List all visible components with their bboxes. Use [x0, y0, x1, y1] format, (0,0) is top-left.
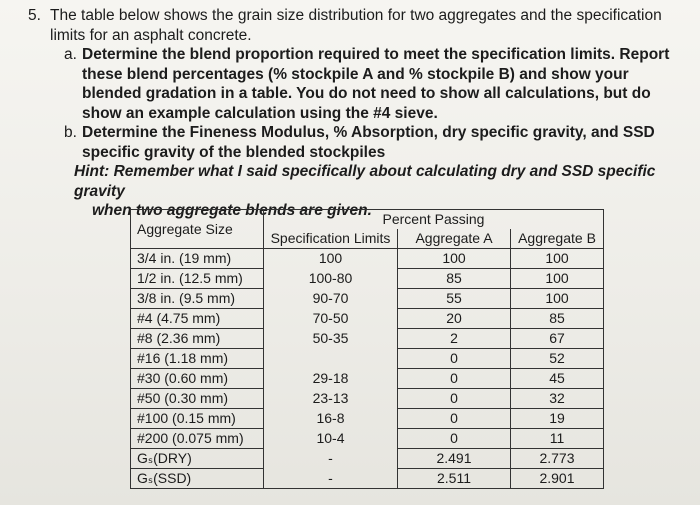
part-b-text: Determine the Fineness Modulus, % Absorption, dry specific gravity, and SSD specific gravity of the blended stockpiles [82, 124, 655, 161]
table-row [131, 289, 604, 309]
header-percent-passing: Percent Passing [264, 210, 604, 230]
cell-specification-limit: 10-4 [264, 429, 398, 449]
table-header-row-1 [131, 210, 604, 230]
cell-specification-limit: 29-18 [264, 369, 398, 389]
cell-aggregate-a: 85 [398, 269, 511, 289]
table-row [131, 269, 604, 289]
cell-specification-limit: 16-8 [264, 409, 398, 429]
cell-aggregate-size: 3/4 in. (19 mm) [131, 249, 264, 269]
cell-aggregate-size: #50 (0.30 mm) [131, 389, 264, 409]
table-row [131, 369, 604, 389]
cell-aggregate-size: Gₛ(SSD) [131, 469, 264, 489]
cell-specification-limit [264, 349, 398, 369]
cell-aggregate-a: 0 [398, 389, 511, 409]
part-b-label: b. [64, 124, 77, 141]
cell-aggregate-b: 67 [511, 329, 604, 349]
table-row [131, 389, 604, 409]
cell-specification-limit: 100-80 [264, 269, 398, 289]
cell-aggregate-size: Gₛ(DRY) [131, 449, 264, 469]
cell-aggregate-a: 0 [398, 429, 511, 449]
cell-aggregate-a: 2.511 [398, 469, 511, 489]
cell-specification-limit: 50-35 [264, 329, 398, 349]
cell-aggregate-size: 1/2 in. (12.5 mm) [131, 269, 264, 289]
cell-aggregate-a: 55 [398, 289, 511, 309]
cell-aggregate-size: #8 (2.36 mm) [131, 329, 264, 349]
part-a [64, 45, 688, 123]
cell-aggregate-b: 52 [511, 349, 604, 369]
header-aggregate-b: Aggregate B [511, 229, 604, 249]
hint-line-2: when two aggregate blends are given. [92, 202, 372, 219]
cell-aggregate-b: 2.901 [511, 469, 604, 489]
cell-aggregate-b: 45 [511, 369, 604, 389]
cell-specification-limit: - [264, 469, 398, 489]
table-row [131, 349, 604, 369]
cell-aggregate-b: 85 [511, 309, 604, 329]
cell-aggregate-b: 11 [511, 429, 604, 449]
header-aggregate-a: Aggregate A [398, 229, 511, 249]
question-number: 5. [28, 7, 41, 24]
cell-aggregate-size: #16 (1.18 mm) [131, 349, 264, 369]
cell-aggregate-size: 3/8 in. (9.5 mm) [131, 289, 264, 309]
header-aggregate-size: Aggregate Size [131, 210, 264, 249]
cell-aggregate-a: 2 [398, 329, 511, 349]
cell-aggregate-b: 32 [511, 389, 604, 409]
cell-aggregate-a: 2.491 [398, 449, 511, 469]
cell-aggregate-b: 100 [511, 269, 604, 289]
part-a-label: a. [64, 46, 77, 63]
table-row [131, 469, 604, 489]
stem-line-1: The table below shows the grain size distribution for two aggregates and the specification [50, 7, 662, 24]
table-row [131, 449, 604, 469]
cell-aggregate-a: 0 [398, 409, 511, 429]
stem-line-2: limits for an asphalt concrete. [50, 26, 252, 44]
cell-aggregate-a: 20 [398, 309, 511, 329]
cell-specification-limit: 70-50 [264, 309, 398, 329]
cell-aggregate-size: #30 (0.60 mm) [131, 369, 264, 389]
cell-aggregate-b: 19 [511, 409, 604, 429]
table-body [131, 249, 604, 489]
cell-aggregate-a: 100 [398, 249, 511, 269]
table-row [131, 329, 604, 349]
cell-aggregate-size: #100 (0.15 mm) [131, 409, 264, 429]
table-row [131, 409, 604, 429]
cell-aggregate-b: 100 [511, 249, 604, 269]
cell-aggregate-a: 0 [398, 369, 511, 389]
cell-specification-limit: 23-13 [264, 389, 398, 409]
cell-aggregate-size: #4 (4.75 mm) [131, 309, 264, 329]
cell-specification-limit: 90-70 [264, 289, 398, 309]
gradation-table [130, 209, 604, 489]
header-specification-limits: Specification Limits [264, 229, 398, 249]
question-stem [50, 6, 688, 45]
question-block [28, 6, 688, 221]
cell-aggregate-size: #200 (0.075 mm) [131, 429, 264, 449]
cell-aggregate-a: 0 [398, 349, 511, 369]
cell-aggregate-b: 2.773 [511, 449, 604, 469]
table-row [131, 309, 604, 329]
cell-specification-limit: - [264, 449, 398, 469]
cell-specification-limit: 100 [264, 249, 398, 269]
part-a-text: Determine the blend proportion required to meet the specification limits. Report these blend percentages (% stockpile A and % stockpile B) and show your blended gradation in a table. You do not need to show all calculations, but do show an example calculation using the #4 sieve. [82, 46, 670, 122]
part-b [64, 123, 688, 162]
cell-aggregate-b: 100 [511, 289, 604, 309]
table-row [131, 249, 604, 269]
hint-line-1: Hint: Remember what I said specifically about calculating dry and SSD specific gravity [74, 163, 656, 200]
table-row [131, 429, 604, 449]
